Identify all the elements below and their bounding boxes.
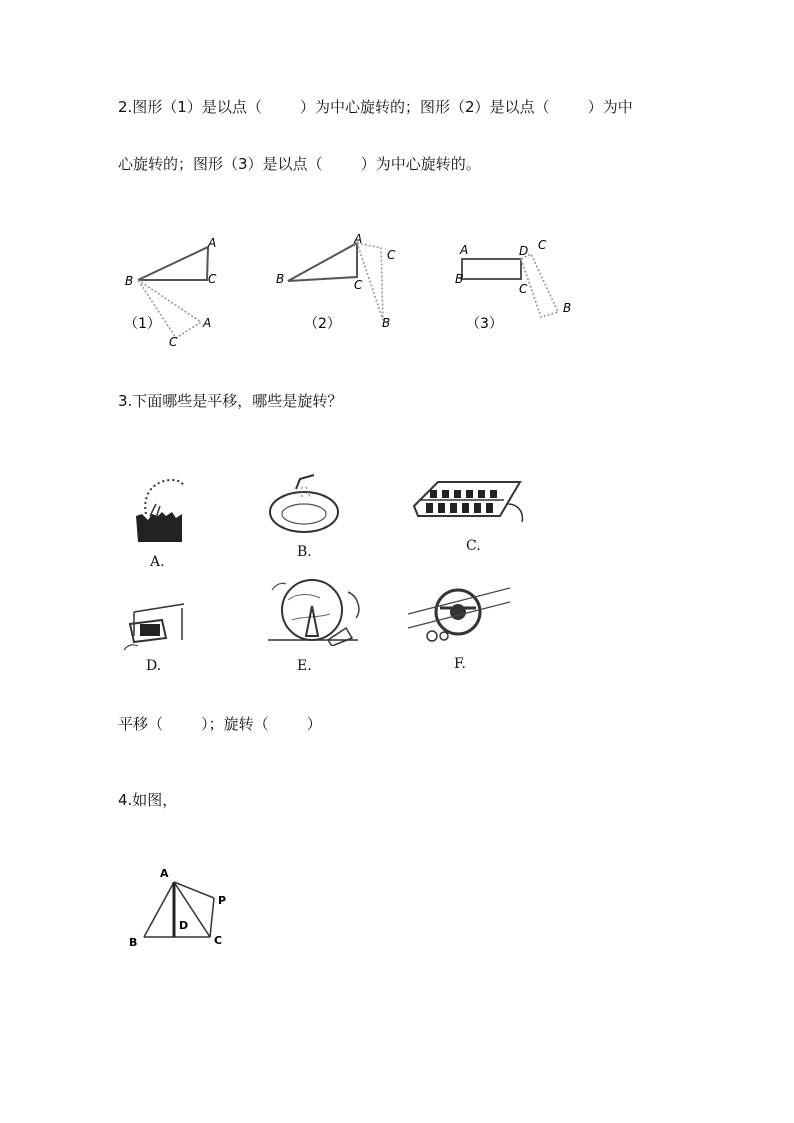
point-label: B — [129, 936, 138, 949]
point-label: A — [460, 243, 469, 257]
q2-line1: 2.图形（1）是以点（ ）为中心旋转的；图形（2）是以点（ ）为中 — [118, 98, 633, 116]
point-label: B — [276, 272, 285, 286]
point-label: C — [208, 272, 217, 286]
q3-title: 3.下面哪些是平移，哪些是旋转？ — [118, 392, 343, 410]
abacus-icon — [408, 476, 530, 530]
figure-caption: （3） — [466, 316, 503, 332]
point-label: C — [538, 238, 547, 252]
point-label: P — [218, 894, 227, 907]
option-label: D. — [146, 658, 162, 674]
point-label: B — [382, 316, 391, 330]
option-label: E. — [297, 658, 312, 674]
point-label: A — [160, 867, 169, 880]
point-label: C — [519, 282, 528, 296]
q4-title: 4.如图， — [118, 791, 178, 809]
triangle-figure — [124, 864, 234, 950]
steering-wheel-icon — [404, 584, 514, 646]
pendulum-icon — [132, 476, 192, 546]
globe-icon — [268, 576, 374, 646]
point-label: C — [354, 278, 363, 292]
figure-caption: （1） — [124, 316, 161, 332]
rotation-figure-1 — [118, 230, 228, 355]
point-label: A — [208, 236, 217, 250]
point-label: B — [563, 301, 572, 315]
point-label: A — [203, 316, 212, 330]
option-label: F. — [454, 656, 466, 672]
q3-answer-line: 平移（ ）；旋转（ ） — [118, 715, 322, 733]
drawer-icon — [120, 600, 186, 656]
rotation-figure-3 — [452, 232, 582, 337]
rotation-figure-2 — [268, 225, 398, 335]
point-label: D — [179, 919, 189, 932]
point-label: C — [214, 934, 223, 947]
point-label: B — [455, 272, 464, 286]
point-label: B — [125, 274, 134, 288]
point-label: D — [519, 244, 529, 258]
point-label: C — [387, 248, 396, 262]
option-label: B. — [297, 544, 312, 560]
point-label: C — [169, 335, 178, 349]
option-label: A. — [150, 554, 165, 570]
sink-tap-icon — [266, 467, 344, 537]
option-label: C. — [466, 538, 481, 554]
figure-caption: （2） — [304, 316, 341, 332]
q2-line2: 心旋转的；图形（3）是以点（ ）为中心旋转的。 — [118, 155, 481, 173]
point-label: A — [354, 232, 363, 246]
